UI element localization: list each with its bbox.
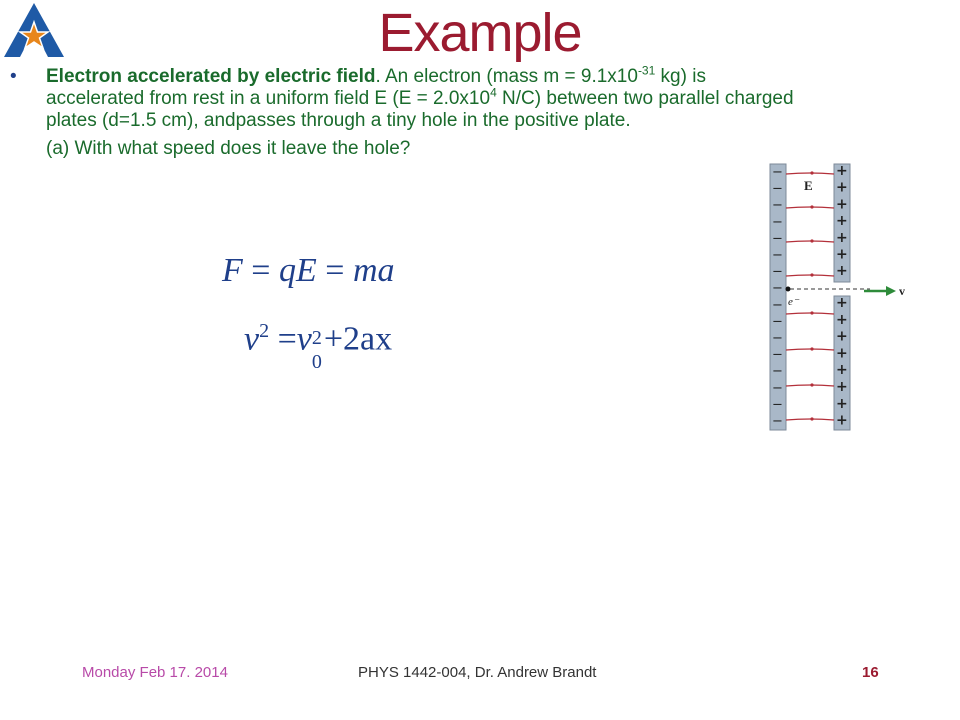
minus-sign: − [772,314,783,330]
minus-sign: − [772,214,783,230]
field-label: E [804,178,813,193]
plates-svg [760,162,910,434]
field-arrow-icon [810,239,813,242]
text-part2: kg) is accelerated from rest in a uniform field E (E = 2.0x10 [46,66,706,109]
velocity-arrow-icon [886,286,896,296]
field-line [786,349,834,350]
plus-sign: + [836,246,848,263]
eq2-v: v [244,320,260,358]
plus-sign: + [836,179,848,196]
plus-sign: + [836,345,848,362]
footer-course: PHYS 1442-004, Dr. Andrew Brandt [358,664,597,681]
plus-sign: + [836,196,848,213]
electron-label: e⁻ [788,296,799,308]
minus-sign: − [772,231,783,247]
plus-sign: + [836,412,848,429]
eq2-v0-sub: 0 [311,351,322,374]
bold-lead: Electron accelerated by electric field [46,66,376,87]
field-arrow-icon [810,171,813,174]
minus-sign: − [772,181,783,197]
minus-sign: − [772,397,783,413]
question-a: (a) With what speed does it leave the hole? [46,138,411,159]
eq1-qE: qE [278,252,317,289]
plus-sign: + [836,213,848,230]
plus-sign: + [836,295,848,311]
electron-dot [786,287,791,292]
field-line [786,173,834,174]
minus-sign: − [772,165,783,180]
eq1-equals-b: = [325,252,345,289]
minus-sign: − [772,248,783,263]
plus-sign: + [836,395,848,412]
plus-sign: + [836,263,848,280]
minus-sign: − [772,414,783,429]
slide-title: Example [378,3,582,63]
field-line [786,275,834,276]
plus-signs [836,163,848,429]
page-number: 16 [862,664,879,681]
eq2-exp: 2 [259,320,270,342]
plus-sign: + [836,229,848,246]
plus-sign: + [836,311,848,328]
field-line [786,419,834,420]
eq1-F: F [222,252,243,289]
minus-signs [772,165,783,429]
field-arrow-icon [810,311,813,314]
minus-sign: − [772,264,783,280]
minus-sign: − [772,364,783,380]
field-arrow-icon [810,273,813,276]
parallel-plate-diagram [760,162,910,434]
minus-sign: − [772,281,783,297]
velocity-label: v [899,284,905,298]
exponent-mass: -31 [637,63,656,78]
field-line [786,207,834,208]
bullet-dot: • [10,66,17,87]
eq2-v0: v [296,320,312,358]
eq2-equals: = [277,320,297,358]
minus-sign: − [772,347,783,363]
minus-sign: − [772,331,783,346]
eq1-ma: ma [352,252,395,289]
footer-date: Monday Feb 17. 2014 [82,664,228,681]
bullet-block [10,63,800,160]
plus-sign: + [836,362,848,379]
minus-sign: − [772,198,783,214]
field-arrow-icon [810,383,813,386]
plus-sign: + [836,328,848,345]
equation-kinematics [244,320,393,374]
field-arrow-icon [810,347,813,350]
eq2-rest: +2ax [323,320,393,358]
eq2-v0-exp: 2 [311,327,322,350]
field-line [786,241,834,242]
text-part3: N/C) between two parallel charged plates (d=1.5 cm), andpasses through a tiny hole in the positive plate. [46,88,794,131]
text-part1: . An electron (mass m = 9.1x10 [375,66,638,87]
minus-sign: − [772,297,783,313]
eq1-equals-a: = [251,252,271,289]
field-arrow-icon [810,205,813,208]
problem-statement [46,63,800,132]
equation-force [222,252,395,290]
minus-sign: − [772,380,783,396]
field-line [786,385,834,386]
field-arrow-icon [810,417,813,420]
plus-sign: + [836,379,848,395]
exponent-field: 4 [490,85,497,100]
plus-sign: + [836,163,848,179]
field-line [786,313,834,314]
